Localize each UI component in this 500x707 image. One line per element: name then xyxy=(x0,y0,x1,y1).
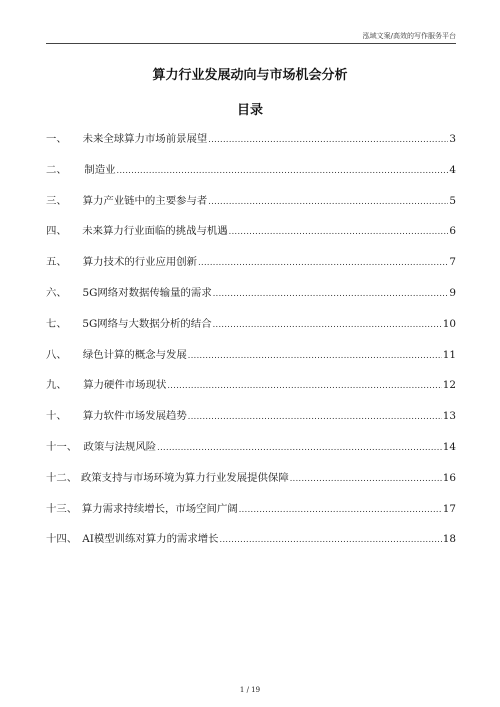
toc-dot-leader xyxy=(239,499,442,521)
toc-entry-number: 六、 xyxy=(46,286,67,299)
toc-entry-number: 九、 xyxy=(46,379,67,392)
toc-dot-leader xyxy=(220,529,442,551)
toc-entry[interactable] xyxy=(46,498,456,529)
toc-entry-page: 13 xyxy=(442,410,456,423)
document-title: 算力行业发展动向与市场机会分析 xyxy=(152,68,348,83)
toc-entry[interactable] xyxy=(46,159,456,190)
toc-entry-page: 6 xyxy=(449,225,456,238)
toc-entry-page: 5 xyxy=(449,194,456,207)
toc-entry-title: 政策支持与市场环境为算力行业发展提供保障 xyxy=(80,471,289,484)
toc-entry-page: 14 xyxy=(442,440,456,453)
toc-dot-leader xyxy=(117,160,449,182)
toc-entry-title: 未来全球算力市场前景展望 xyxy=(82,133,208,145)
toc-entry[interactable] xyxy=(46,128,456,159)
toc-entry-title: 算力硬件市场现状 xyxy=(83,379,167,392)
page-header: 泓域文案/高效的写作服务平台 xyxy=(362,32,456,40)
toc-dot-leader xyxy=(290,468,442,490)
toc-entry-number: 五、 xyxy=(46,256,67,269)
toc-entry[interactable] xyxy=(46,374,456,405)
toc-entry-page: 16 xyxy=(442,471,456,484)
toc-dot-leader xyxy=(213,283,449,305)
toc-entry[interactable] xyxy=(46,220,456,251)
toc-dot-leader xyxy=(157,437,442,459)
toc-entry-number: 三、 xyxy=(46,194,67,207)
toc-entry-title: 算力需求持续增长，市场空间广阔 xyxy=(81,502,238,515)
toc-entry-number: 十二、 xyxy=(46,471,78,484)
toc-entry[interactable] xyxy=(46,344,456,375)
toc-entry[interactable] xyxy=(46,313,456,344)
toc-entry-page: 11 xyxy=(442,348,456,361)
toc-entry-title: 5G网络与大数据分析的结合 xyxy=(82,317,212,330)
toc-entry-number: 七、 xyxy=(46,317,67,330)
toc-entry-number: 十三、 xyxy=(46,502,78,515)
toc-entry-title: 未来算力行业面临的挑战与机遇 xyxy=(82,225,228,238)
toc-entry[interactable] xyxy=(46,405,456,436)
toc-entry-page: 17 xyxy=(442,502,456,515)
toc-entry-number: 十一、 xyxy=(46,440,78,453)
toc-entry-number: 四、 xyxy=(46,225,67,238)
toc-heading: 目录 xyxy=(236,103,263,118)
toc-dot-leader xyxy=(188,406,442,428)
toc-entry[interactable] xyxy=(46,251,456,282)
toc-entry-title: 5G网络对数据传输量的需求 xyxy=(82,286,212,299)
toc-entry-number: 一、 xyxy=(46,133,67,145)
toc-entry-page: 4 xyxy=(449,163,456,176)
toc-entry-title: 制造业 xyxy=(84,163,116,176)
toc-dot-leader xyxy=(213,314,442,336)
toc-entry-page: 10 xyxy=(442,317,456,330)
toc-entry[interactable] xyxy=(46,528,456,559)
toc-entry-title: AI模型训练对算力的需求增长 xyxy=(82,533,219,546)
toc-dot-leader xyxy=(229,221,449,243)
toc-entry-page: 12 xyxy=(442,379,456,392)
toc-entry-title: 算力技术的行业应用创新 xyxy=(82,256,198,269)
toc-entry[interactable] xyxy=(46,436,456,467)
toc-entry-title: 政策与法规风险 xyxy=(83,440,157,453)
toc-entry-page: 9 xyxy=(449,286,456,299)
toc-dot-leader xyxy=(198,252,448,274)
toc-entry[interactable] xyxy=(46,467,456,498)
header-divider xyxy=(46,43,456,44)
toc-entry-number: 八、 xyxy=(46,348,67,361)
toc-dot-leader xyxy=(208,191,448,213)
toc-entry-title: 绿色计算的概念与发展 xyxy=(82,348,187,361)
page-number: 1 / 19 xyxy=(239,686,261,694)
toc-entry-title: 算力产业链中的主要参与者 xyxy=(82,194,208,207)
toc-entry-page: 3 xyxy=(449,133,456,145)
toc-dot-leader xyxy=(167,375,441,397)
toc-entry-number: 二、 xyxy=(46,163,67,176)
toc-entry-title: 算力软件市场发展趋势 xyxy=(82,410,187,423)
toc-dot-leader xyxy=(208,129,448,151)
toc-dot-leader xyxy=(188,345,442,367)
toc-entry[interactable] xyxy=(46,190,456,221)
toc-entry-number: 十、 xyxy=(46,410,67,423)
toc-entry-page: 7 xyxy=(449,256,456,269)
table-of-contents xyxy=(46,128,456,559)
toc-entry-number: 十四、 xyxy=(46,533,78,546)
toc-entry-page: 18 xyxy=(442,533,456,546)
toc-entry[interactable] xyxy=(46,282,456,313)
